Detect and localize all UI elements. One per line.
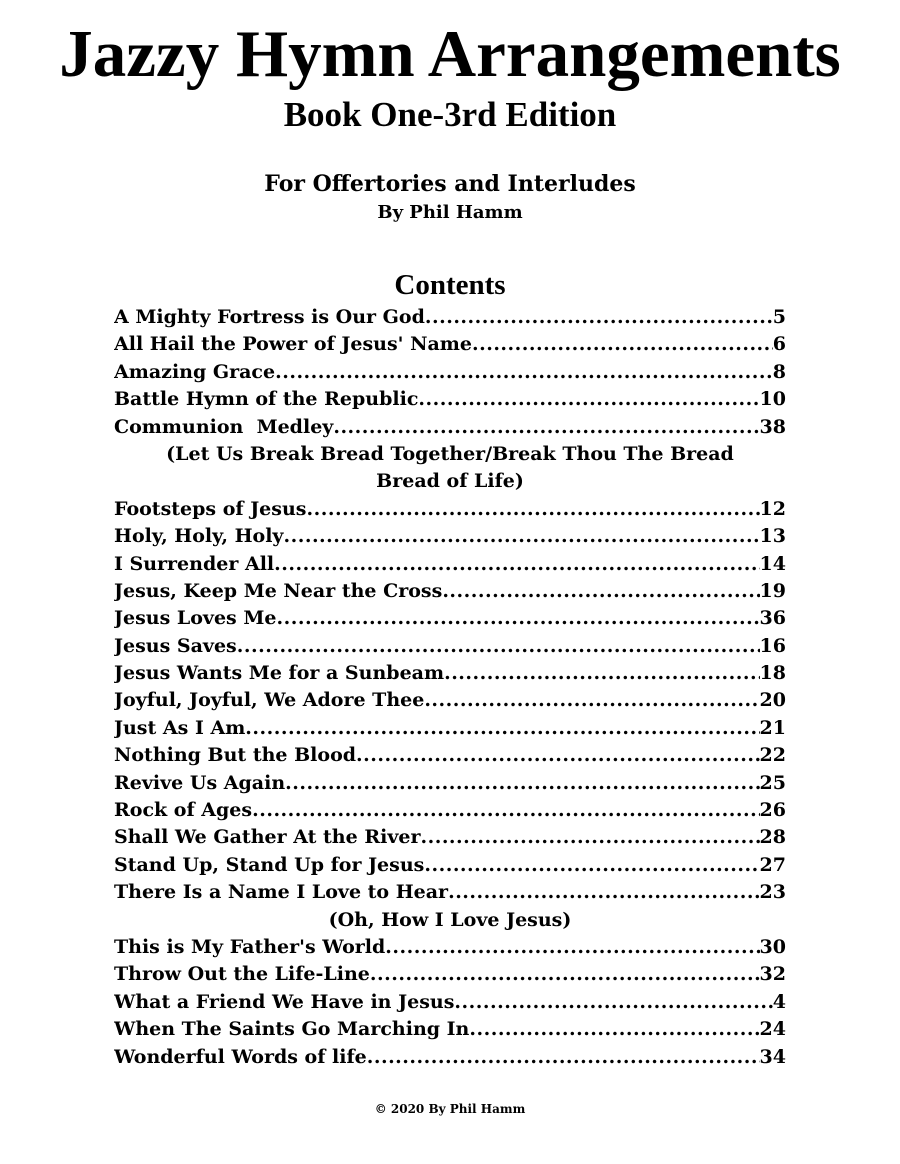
toc-entry-page: 30 (759, 935, 786, 958)
toc-entry-page: 25 (759, 771, 786, 794)
toc-entry (114, 934, 786, 961)
toc-entry (114, 633, 786, 660)
toc-leader-dots (237, 633, 760, 660)
toc-leader-dots (469, 1016, 759, 1043)
toc-entry-page: 21 (759, 716, 786, 739)
toc-entry (114, 331, 786, 358)
toc-entry (114, 742, 786, 769)
toc-entry (114, 961, 786, 988)
toc-entry (114, 824, 786, 851)
book-title: Jazzy Hymn Arrangements (59, 17, 841, 91)
toc-entry (114, 551, 786, 578)
toc-entry-title: Shall We Gather At the River (114, 826, 421, 849)
toc-entry-page: 6 (772, 333, 786, 356)
toc-entry-title: Nothing But the Blood (114, 744, 357, 767)
toc-entry-title: What a Friend We Have in Jesus (114, 990, 455, 1013)
toc-leader-dots (444, 660, 759, 687)
toc-leader-dots (275, 359, 773, 386)
toc-leader-dots (252, 797, 759, 824)
toc-entry (114, 989, 786, 1016)
toc-entry (114, 1044, 786, 1071)
toc-entry-title: Rock of Ages (114, 799, 253, 822)
toc-leader-dots (285, 770, 759, 797)
toc-leader-dots (274, 551, 759, 578)
toc-entry-page: 24 (759, 1018, 786, 1041)
toc-entry-title: All Hail the Power of Jesus' Name (114, 333, 472, 356)
toc-entry-page: 22 (759, 744, 786, 767)
toc-entry-title: Throw Out the Life-Line (114, 963, 370, 986)
toc-entry-page: 23 (759, 881, 786, 904)
toc-entry-title: Joyful, Joyful, We Adore Thee (114, 689, 425, 712)
toc-leader-dots (425, 304, 773, 331)
toc-leader-dots (424, 687, 759, 714)
toc-leader-dots (420, 824, 759, 851)
toc-entry (114, 660, 786, 687)
toc-entry-page: 36 (759, 607, 786, 630)
toc-leader-dots (472, 331, 773, 358)
toc-entry-title: Wonderful Words of life (114, 1045, 367, 1068)
toc-entry-page: 38 (759, 415, 786, 438)
toc-leader-dots (356, 742, 760, 769)
toc-leader-dots (283, 523, 759, 550)
toc-entry-title: Footsteps of Jesus (114, 497, 307, 520)
toc-entry-page: 18 (759, 662, 786, 685)
toc-entry-page: 28 (759, 826, 786, 849)
toc-entry (114, 770, 786, 797)
toc-entry-title: Jesus Wants Me for a Sunbeam (114, 662, 445, 685)
toc-leader-dots (333, 414, 759, 441)
toc-leader-dots (245, 715, 759, 742)
copyright-notice: © 2020 By Phil Hamm (374, 1102, 526, 1116)
toc-leader-dots (418, 386, 759, 413)
toc-entry (114, 386, 786, 413)
toc-entry-page: 19 (759, 579, 786, 602)
toc-entry-page: 8 (772, 360, 786, 383)
toc-entry-page: 26 (759, 799, 786, 822)
toc-entry-title: Battle Hymn of the Republic (114, 388, 419, 411)
toc-subtitle-note: (Let Us Break Bread Together/Break Thou The Bread (166, 442, 734, 465)
toc-entry-title: Jesus, Keep Me Near the Cross (114, 579, 443, 602)
toc-entry-page: 4 (772, 990, 786, 1013)
toc-entry (114, 687, 786, 714)
toc-leader-dots (448, 879, 759, 906)
toc-entry-title: Amazing Grace (114, 360, 276, 383)
toc-entry-title: Communion Medley (114, 415, 334, 438)
toc-entry (114, 797, 786, 824)
purpose-line: For Offertories and Interludes (264, 171, 636, 197)
author-line: By Phil Hamm (377, 202, 523, 223)
toc-leader-dots (424, 852, 759, 879)
toc-entry-title: This is My Father's World (114, 935, 386, 958)
toc-entry-title: A Mighty Fortress is Our God (114, 306, 425, 328)
toc-entry-title: Jesus Loves Me (114, 607, 277, 630)
toc-entry (114, 414, 786, 441)
toc-entry-title: Holy, Holy, Holy (114, 525, 284, 548)
toc-entry-page: 20 (759, 689, 786, 712)
toc-leader-dots (306, 496, 759, 523)
toc-leader-dots (454, 989, 772, 1016)
edition-subtitle: Book One-3rd Edition (283, 95, 617, 134)
toc-entry (114, 852, 786, 879)
toc-entry (114, 605, 786, 632)
toc-entry-title: I Surrender All (114, 552, 275, 575)
toc-leader-dots (367, 1044, 760, 1071)
toc-entry-page: 10 (759, 388, 786, 411)
toc-leader-dots (442, 578, 759, 605)
toc-entry-page: 14 (759, 552, 786, 575)
toc-entry (114, 1016, 786, 1043)
toc-entry-title: Revive Us Again (114, 771, 286, 794)
toc-entry-page: 16 (759, 634, 786, 657)
toc-entry (114, 715, 786, 742)
toc-entry-title: Jesus Saves (114, 634, 237, 657)
contents-heading: Contents (394, 269, 506, 301)
toc-entry-title: Stand Up, Stand Up for Jesus (114, 853, 425, 876)
toc-leader-dots (385, 934, 759, 961)
toc-leader-dots (277, 605, 760, 632)
toc-entry (114, 879, 786, 906)
toc-entry-page: 5 (772, 306, 786, 328)
toc-entry (114, 578, 786, 605)
toc-entry (114, 359, 786, 386)
toc-entry-page: 27 (759, 853, 786, 876)
toc-entry-page: 12 (759, 497, 786, 520)
toc-subtitle-note: Bread of Life) (376, 470, 524, 493)
table-of-contents (114, 304, 786, 1071)
toc-entry-page: 34 (759, 1045, 786, 1068)
toc-entry (114, 496, 786, 523)
toc-entry (114, 523, 786, 550)
toc-subtitle-note: (Oh, How I Love Jesus) (328, 908, 572, 931)
toc-entry-title: When The Saints Go Marching In (114, 1018, 470, 1041)
toc-entry-page: 32 (759, 963, 786, 986)
toc-entry-title: Just As I Am (114, 716, 246, 739)
toc-entry (114, 304, 786, 331)
toc-entry-title: There Is a Name I Love to Hear (114, 881, 449, 904)
toc-entry-page: 13 (759, 525, 786, 548)
toc-leader-dots (370, 961, 760, 988)
